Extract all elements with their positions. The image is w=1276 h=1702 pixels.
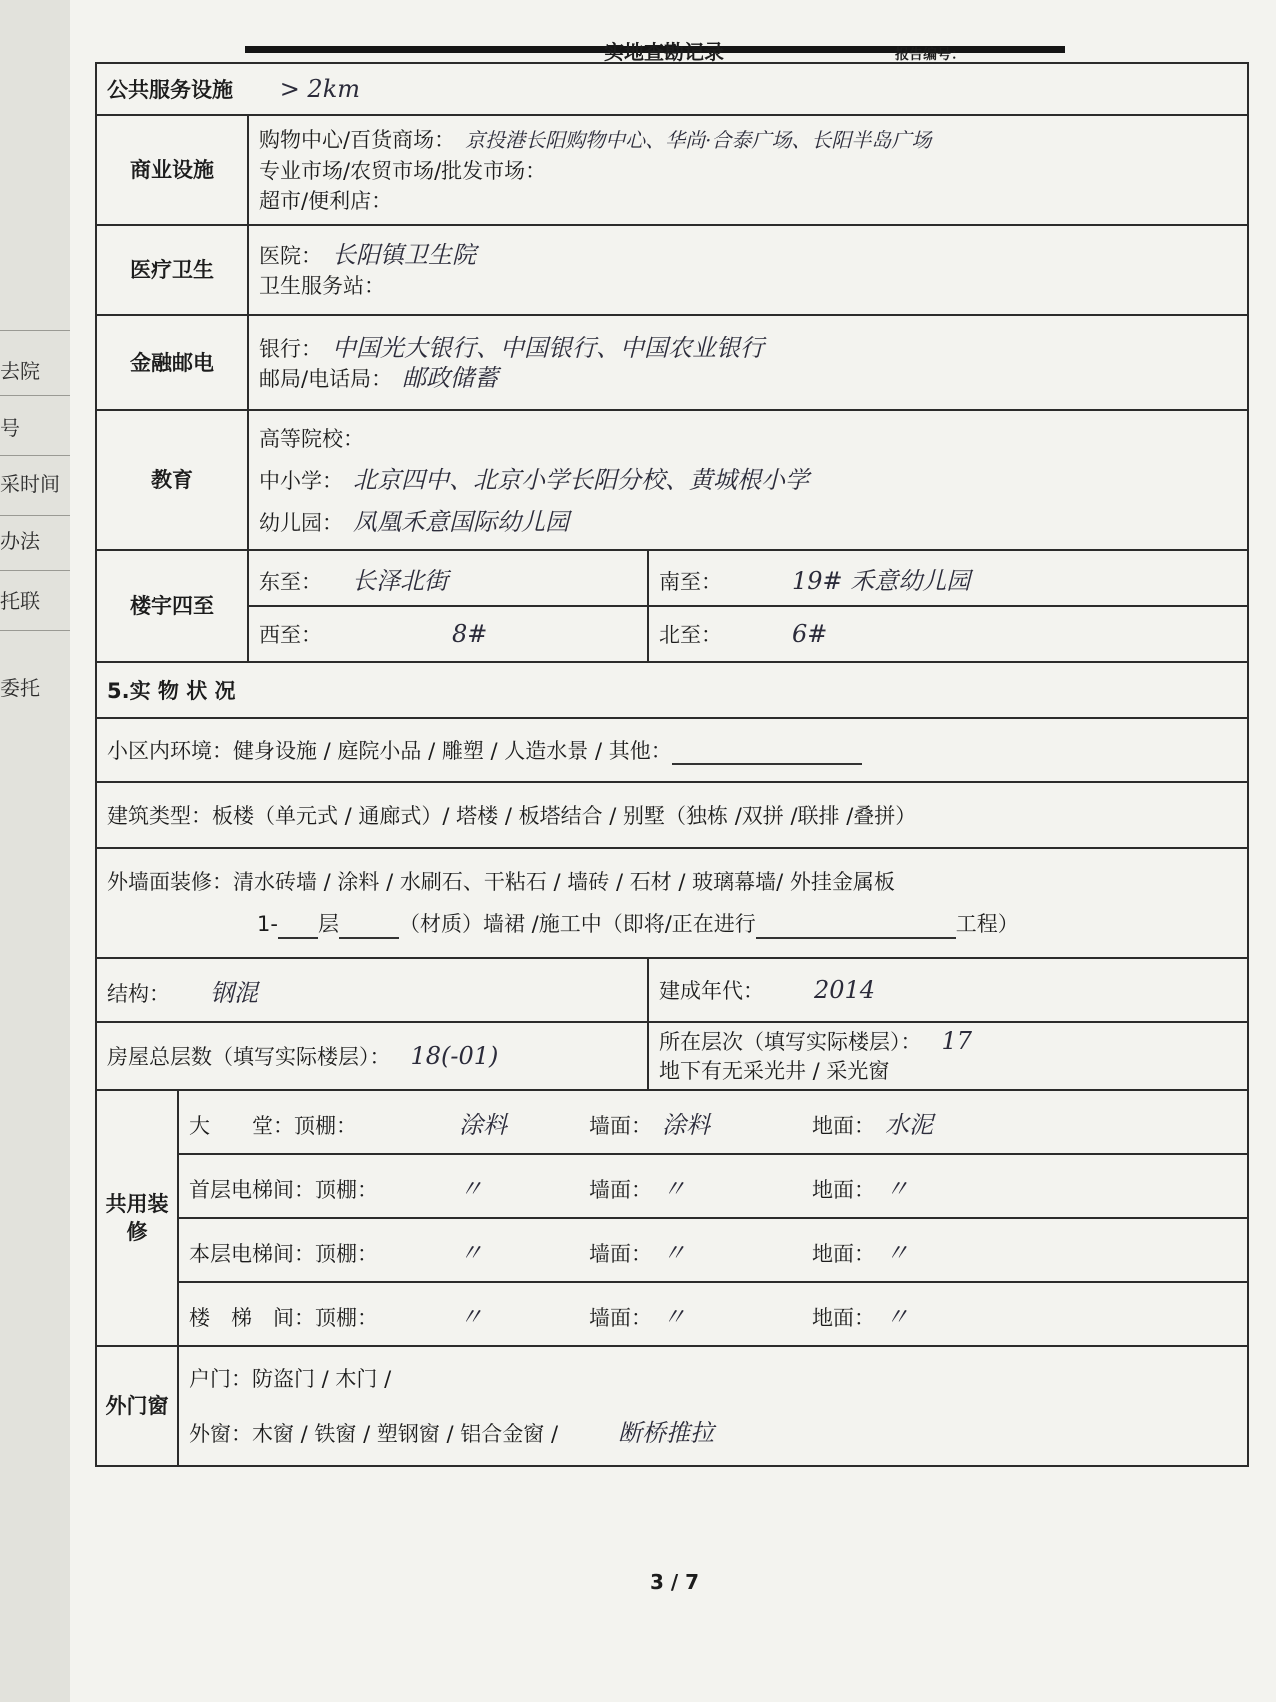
kindergarten-value: 凤凰禾意国际幼儿园 (353, 508, 569, 536)
underlying-text: 号 (0, 416, 20, 440)
underlying-text: 办法 (0, 529, 40, 553)
education-category: 教育 (96, 410, 248, 550)
decoration-row-lobby: 大 堂：顶棚： 涂料 墙面： 涂料 地面： 水泥 (178, 1090, 1248, 1154)
year-cell: 建成年代： 2014 (648, 958, 1248, 1022)
decoration-row-floor-elevator: 本层电梯间：顶棚： 〃 墙面： 〃 地面： 〃 (178, 1218, 1248, 1282)
post-office-value: 邮政储蓄 (402, 363, 499, 392)
east-boundary: 东至： 长泽北街 (248, 550, 648, 606)
public-services-label: 公共服务设施 (107, 78, 233, 102)
west-boundary: 西至： 8# (248, 606, 648, 662)
finance-details (248, 315, 1248, 410)
bank-value: 中国光大银行、中国银行、中国农业银行 (332, 333, 764, 362)
structure-value: 钢混 (210, 978, 258, 1007)
environment-row: 小区内环境：健身设施 / 庭院小品 / 雕塑 / 人造水景 / 其他： (96, 718, 1248, 782)
shopping-line: 购物中心/百货商场： 京投港长阳购物中心、华尚·合泰广场、长阳半岛广场 (259, 128, 932, 152)
south-value: 19# 禾意幼儿园 (792, 566, 971, 595)
east-value: 长泽北街 (352, 566, 448, 595)
commercial-category: 商业设施 (96, 115, 248, 225)
health-station-line: 卫生服务站： (259, 274, 385, 298)
hospital-line: 医院： 长阳镇卫生院 (259, 241, 476, 269)
supermarket-line: 超市/便利店： (259, 189, 393, 213)
public-services-header (96, 63, 1248, 115)
finance-category: 金融邮电 (96, 315, 248, 410)
distance-note: > 2km (279, 75, 360, 103)
building-type-row: 建筑类型：板楼（单元式 / 通廊式）/ 塔楼 / 板塔结合 / 别墅（独栋 /双拼 /联排 /叠拼） (96, 782, 1248, 848)
page-number: 3 / 7 (650, 1570, 700, 1594)
shopping-value: 京投港长阳购物中心、华尚·合泰广场、长阳半岛广场 (465, 128, 932, 152)
north-boundary: 北至： 6# (648, 606, 1248, 662)
window-line: 外窗：木窗 / 铁窗 / 塑钢窗 / 铝合金窗 / 断桥推拉 (189, 1419, 715, 1447)
school-value: 北京四中、北京小学长阳分校、黄城根小学 (353, 466, 809, 494)
school-line: 中小学： 北京四中、北京小学长阳分校、黄城根小学 (259, 466, 809, 494)
total-floors-cell: 房屋总层数（填写实际楼层）： 18(-01) (96, 1022, 648, 1090)
boundaries-category: 楼宇四至 (96, 550, 248, 662)
bank-line: 银行： 中国光大银行、中国银行、中国农业银行 (259, 333, 764, 362)
hospital-value: 长阳镇卫生院 (332, 241, 476, 269)
floor-level-value: 17 (941, 1027, 973, 1055)
doors-windows-details (178, 1346, 1248, 1466)
page-title: 实地查勘记录 (604, 40, 724, 64)
physical-section-title: 5.实 物 状 况 (96, 662, 1248, 718)
doors-windows-category: 外门窗 (96, 1346, 178, 1466)
facade-line-2: 1- 层 （材质）墙裙 /施工中（即将/正在进行 工程） (107, 909, 1237, 939)
post-office-line: 邮局/电话局： 邮政储蓄 (259, 363, 499, 392)
commercial-details (248, 115, 1248, 225)
report-number-label: 报告编号： (895, 47, 965, 63)
other-blank (672, 741, 862, 765)
kindergarten-line: 幼儿园： 凤凰禾意国际幼儿园 (259, 508, 569, 536)
floor-level-cell: 所在层次（填写实际楼层）： 17 地下有无采光井 / 采光窗 (648, 1022, 1248, 1090)
basement-line: 地下有无采光井 / 采光窗 (659, 1059, 890, 1083)
total-floors-value: 18(-01) (410, 1042, 499, 1070)
facade-line: 外墙面装修：清水砖墙 / 涂料 / 水刷石、干粘石 / 墙砖 / 石材 / 玻璃幕墙/ 外挂金属板 (107, 870, 895, 894)
facade-row (96, 848, 1248, 958)
decoration-row-ground-elevator: 首层电梯间：顶棚： 〃 墙面： 〃 地面： 〃 (178, 1154, 1248, 1218)
underlying-text: 去院 (0, 359, 40, 383)
common-decoration-category: 共用装修 (96, 1090, 178, 1346)
university-line: 高等院校： (259, 427, 364, 451)
west-value: 8# (452, 620, 488, 648)
underlying-text: 委托 (0, 676, 40, 700)
window-note: 断桥推拉 (618, 1419, 715, 1447)
south-boundary: 南至： 19# 禾意幼儿园 (648, 550, 1248, 606)
structure-cell: 结构： 钢混 (96, 958, 648, 1022)
door-line: 户门：防盗门 / 木门 / (189, 1367, 392, 1391)
north-value: 6# (792, 620, 828, 648)
underlying-text: 采时间 (0, 472, 60, 496)
year-value: 2014 (814, 976, 876, 1004)
medical-details (248, 225, 1248, 315)
education-details (248, 410, 1248, 550)
survey-form (95, 62, 1249, 1467)
underlying-text: 托联 (0, 589, 40, 613)
decoration-row-stairwell: 楼 梯 间：顶棚： 〃 墙面： 〃 地面： 〃 (178, 1282, 1248, 1346)
medical-category: 医疗卫生 (96, 225, 248, 315)
market-line: 专业市场/农贸市场/批发市场： (259, 159, 547, 183)
